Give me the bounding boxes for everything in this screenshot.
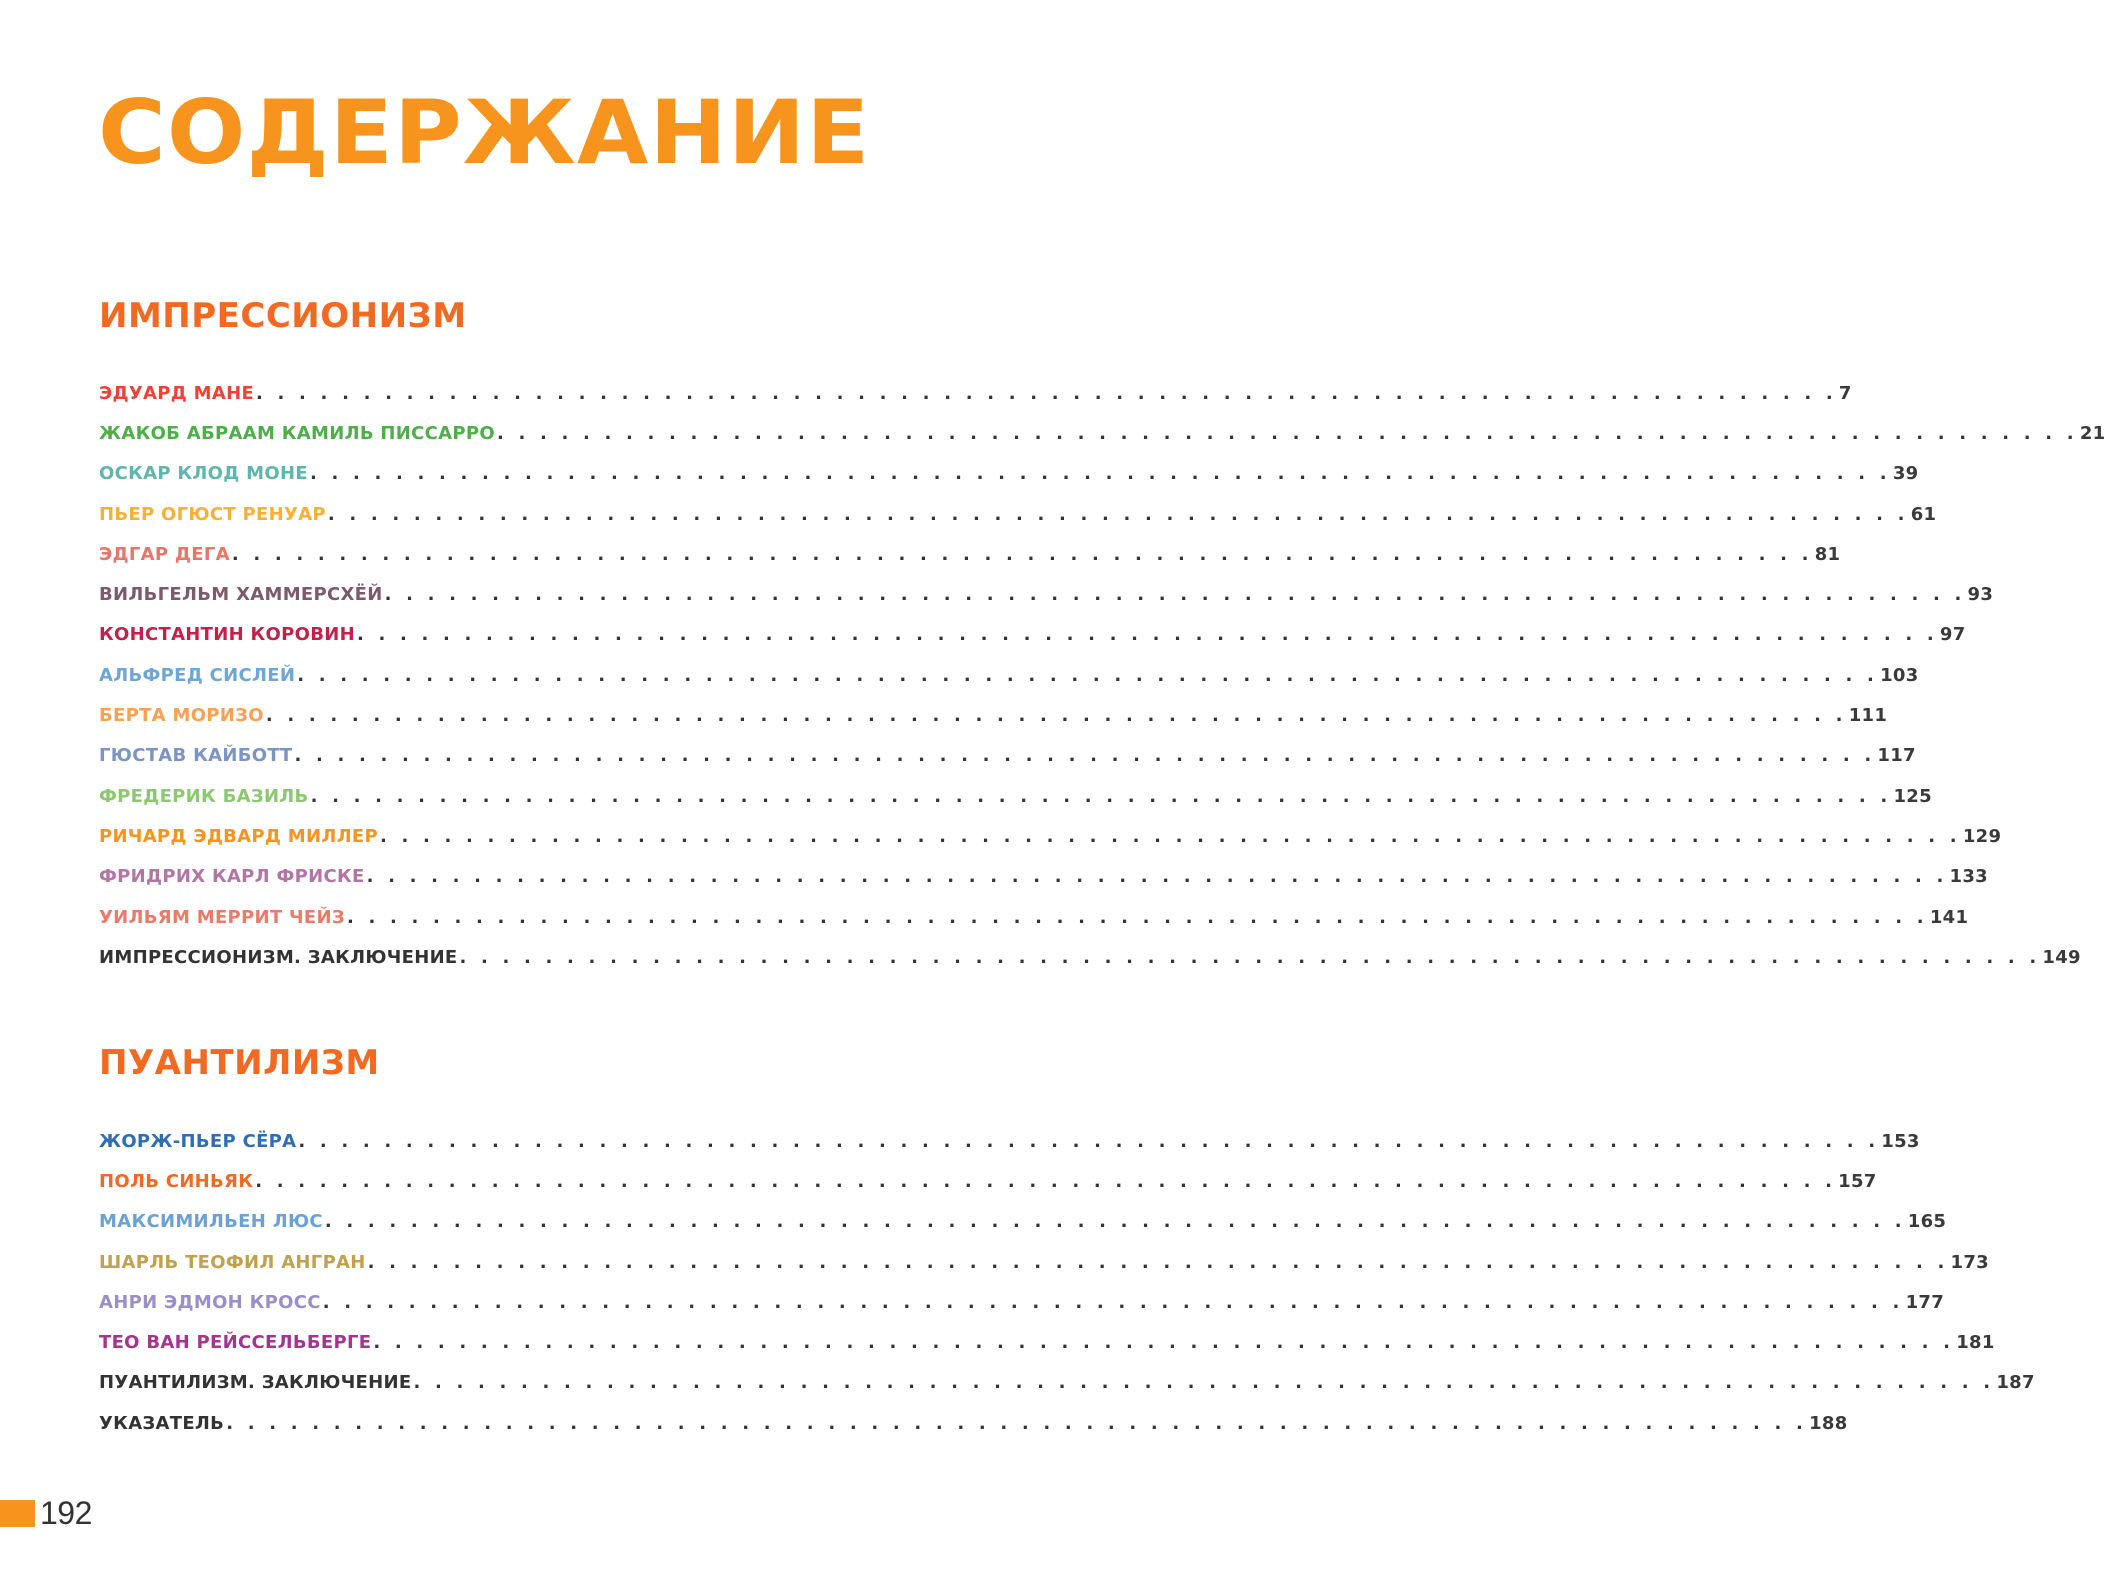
toc-entry-page: 7 [1838, 382, 1852, 404]
toc-entry[interactable] [99, 1322, 1995, 1362]
dot-leader: . . . . . . . . . . . . . . . . . . . . . . . . . . . . . . . . . . . . . . . . . . . . . . . . . . . . . . . . . . . . . . . . . . . . . . . . . . [346, 906, 1928, 928]
toc-entry-title: ОСКАР КЛОД МОНЕ [99, 463, 308, 485]
toc-entry-title: ШАРЛЬ ТЕОФИЛ АНГРАН [99, 1251, 366, 1273]
toc-entry[interactable] [99, 776, 1932, 816]
folio-color-bar [0, 1500, 35, 1527]
dot-leader: . . . . . . . . . . . . . . . . . . . . . . . . . . . . . . . . . . . . . . . . . . . . . . . . . . . . . . . . . . . . . . . . . . . . . . . . . . [256, 382, 1837, 404]
toc-entry-title: АНРИ ЭДМОН КРОСС [99, 1291, 321, 1313]
dot-leader: . . . . . . . . . . . . . . . . . . . . . . . . . . . . . . . . . . . . . . . . . . . . . . . . . . . . . . . . . . . . . . . . . . . . . . . . . . [310, 785, 1892, 807]
dot-leader: . . . . . . . . . . . . . . . . . . . . . . . . . . . . . . . . . . . . . . . . . . . . . . . . . . . . . . . . . . . . . . . . . . . . . . . . . . [496, 422, 2078, 444]
toc-entry-page: 173 [1950, 1251, 1990, 1273]
dot-leader: . . . . . . . . . . . . . . . . . . . . . . . . . . . . . . . . . . . . . . . . . . . . . . . . . . . . . . . . . . . . . . . . . . . . . . . . . . [322, 1291, 1904, 1313]
toc-entry[interactable] [99, 1202, 1947, 1242]
toc-entry-page: 187 [1996, 1372, 2035, 1394]
toc-entry-title: УИЛЬЯМ МЕРРИТ ЧЕЙЗ [99, 906, 345, 928]
page-number: 192 [40, 1494, 92, 1531]
dot-leader: . . . . . . . . . . . . . . . . . . . . . . . . . . . . . . . . . . . . . . . . . . . . . . . . . . . . . . . . . . . . . . . . . . . . . . . . . . [373, 1332, 1955, 1354]
dot-leader: . . . . . . . . . . . . . . . . . . . . . . . . . . . . . . . . . . . . . . . . . . . . . . . . . . . . . . . . . . . . . . . . . . . . . . . . . . [255, 1170, 1837, 1192]
section-heading-pointillism: ПУАНТИЛИЗМ [99, 1043, 380, 1083]
page-footer [0, 1494, 92, 1531]
toc-entry[interactable] [99, 1161, 1877, 1201]
dot-leader: . . . . . . . . . . . . . . . . . . . . . . . . . . . . . . . . . . . . . . . . . . . . . . . . . . . . . . . . . . . . . . . . . . . . . . . . . . [384, 584, 1966, 606]
toc-entry-title: ИМПРЕССИОНИЗМ. ЗАКЛЮЧЕНИЕ [99, 946, 458, 968]
toc-entry-page: 81 [1814, 543, 1841, 565]
toc-entry[interactable] [99, 534, 1841, 574]
toc-entry-page: 117 [1877, 745, 1916, 767]
toc-entry-title: ПОЛЬ СИНЬЯК [99, 1170, 254, 1192]
toc-entry-page: 103 [1880, 664, 1919, 686]
dot-leader: . . . . . . . . . . . . . . . . . . . . . . . . . . . . . . . . . . . . . . . . . . . . . . . . . . . . . . . . . . . . . . . . . . . . . . . . . . [327, 503, 1909, 525]
dot-leader: . . . . . . . . . . . . . . . . . . . . . . . . . . . . . . . . . . . . . . . . . . . . . . . . . . . . . . . . . . . . . . . . . . . . . . . . . . [379, 825, 1961, 847]
toc-entry-page: 181 [1956, 1332, 1995, 1354]
toc-entry[interactable] [99, 816, 2002, 856]
toc-entry[interactable] [99, 1282, 1945, 1322]
toc-entry-page: 21 [2079, 422, 2106, 444]
page-title: СОДЕРЖАНИЕ [98, 81, 871, 184]
dot-leader: . . . . . . . . . . . . . . . . . . . . . . . . . . . . . . . . . . . . . . . . . . . . . . . . . . . . . . . . . . . . . . . . . . . . . . . . . . [459, 946, 2041, 968]
toc-entry-page: 39 [1892, 463, 1919, 485]
dot-leader: . . . . . . . . . . . . . . . . . . . . . . . . . . . . . . . . . . . . . . . . . . . . . . . . . . . . . . . . . . . . . . . . . . . . . . . . . . [265, 705, 1847, 727]
toc-entry[interactable] [99, 413, 2106, 453]
toc-entry-page: 157 [1838, 1170, 1877, 1192]
toc-entry[interactable] [99, 1403, 1848, 1443]
dot-leader: . . . . . . . . . . . . . . . . . . . . . . . . . . . . . . . . . . . . . . . . . . . . . . . . . . . . . . . . . . . . . . . . . . . . . . . . . . [226, 1412, 1808, 1434]
toc-entry[interactable] [99, 574, 1994, 614]
toc-entry-title: ФРИДРИХ КАРЛ ФРИСКЕ [99, 866, 365, 888]
toc-entry[interactable] [99, 857, 1988, 897]
dot-leader: . . . . . . . . . . . . . . . . . . . . . . . . . . . . . . . . . . . . . . . . . . . . . . . . . . . . . . . . . . . . . . . . . . . . . . . . . . [413, 1372, 1995, 1394]
toc-entry-title: АЛЬФРЕД СИСЛЕЙ [99, 664, 296, 686]
toc-entry-page: 153 [1881, 1130, 1920, 1152]
toc-entry-title: ГЮСТАВ КАЙБОТТ [99, 745, 293, 767]
toc-entry[interactable] [99, 373, 1852, 413]
section-heading-impressionism: ИМПРЕССИОНИЗМ [99, 296, 467, 336]
toc-entry-title: ЖОРЖ-ПЬЕР СЁРА [99, 1130, 297, 1152]
toc-entry-page: 111 [1848, 705, 1888, 727]
toc-entry[interactable] [99, 1242, 1990, 1282]
toc-entry-page: 93 [1967, 584, 1994, 606]
toc-entry-page: 129 [1962, 825, 2002, 847]
toc-entry-page: 177 [1905, 1291, 1945, 1313]
toc-entry[interactable] [99, 695, 1888, 735]
dot-leader: . . . . . . . . . . . . . . . . . . . . . . . . . . . . . . . . . . . . . . . . . . . . . . . . . . . . . . . . . . . . . . . . . . . . . . . . . . [297, 664, 1879, 686]
toc-entry-title: РИЧАРД ЭДВАРД МИЛЛЕР [99, 825, 378, 847]
toc-entry-page: 188 [1809, 1412, 1848, 1434]
toc-entry[interactable] [99, 897, 1969, 937]
toc-entry-title: ЭДУАРД МАНЕ [99, 382, 255, 404]
toc-entry-page: 149 [2042, 946, 2081, 968]
toc-entry[interactable] [99, 937, 2081, 977]
toc-entry[interactable] [99, 736, 1916, 776]
toc-entry-page: 141 [1929, 906, 1969, 928]
toc-entry-title: ТЕО ВАН РЕЙССЕЛЬБЕРГЕ [99, 1332, 372, 1354]
toc-entry-title: ЖАКОБ АБРААМ КАМИЛЬ ПИССАРРО [99, 422, 495, 444]
dot-leader: . . . . . . . . . . . . . . . . . . . . . . . . . . . . . . . . . . . . . . . . . . . . . . . . . . . . . . . . . . . . . . . . . . . . . . . . . . [357, 624, 1938, 646]
toc-list-pointillism [99, 1121, 2035, 1443]
toc-entry-title: ВИЛЬГЕЛЬМ ХАММЕРСХЁЙ [99, 584, 383, 606]
toc-entry[interactable] [99, 655, 1919, 695]
toc-entry-title: ПЬЕР ОГЮСТ РЕНУАР [99, 503, 326, 525]
toc-list-impressionism [99, 373, 2106, 977]
dot-leader: . . . . . . . . . . . . . . . . . . . . . . . . . . . . . . . . . . . . . . . . . . . . . . . . . . . . . . . . . . . . . . . . . . . . . . . . . . [366, 866, 1948, 888]
toc-entry-page: 61 [1910, 503, 1937, 525]
toc-entry-title: КОНСТАНТИН КОРОВИН [99, 624, 355, 646]
dot-leader: . . . . . . . . . . . . . . . . . . . . . . . . . . . . . . . . . . . . . . . . . . . . . . . . . . . . . . . . . . . . . . . . . . . . . . . . . . [324, 1211, 1906, 1233]
toc-entry[interactable] [99, 615, 1966, 655]
toc-entry-page: 165 [1907, 1211, 1947, 1233]
toc-entry-title: ФРЕДЕРИК БАЗИЛЬ [99, 785, 309, 807]
toc-entry[interactable] [99, 454, 1919, 494]
dot-leader: . . . . . . . . . . . . . . . . . . . . . . . . . . . . . . . . . . . . . . . . . . . . . . . . . . . . . . . . . . . . . . . . . . . . . . . . . . [298, 1130, 1880, 1152]
toc-entry-title: ЭДГАР ДЕГА [99, 543, 230, 565]
dot-leader: . . . . . . . . . . . . . . . . . . . . . . . . . . . . . . . . . . . . . . . . . . . . . . . . . . . . . . . . . . . . . . . . . . . . . . . . . . [367, 1251, 1949, 1273]
toc-entry-title: МАКСИМИЛЬЕН ЛЮС [99, 1211, 323, 1233]
toc-entry-page: 133 [1949, 866, 1988, 888]
toc-entry[interactable] [99, 1121, 1920, 1161]
toc-entry-title: ПУАНТИЛИЗМ. ЗАКЛЮЧЕНИЕ [99, 1372, 412, 1394]
toc-entry-title: УКАЗАТЕЛЬ [99, 1412, 225, 1434]
dot-leader: . . . . . . . . . . . . . . . . . . . . . . . . . . . . . . . . . . . . . . . . . . . . . . . . . . . . . . . . . . . . . . . . . . . . . . . . . . [294, 745, 1876, 767]
dot-leader: . . . . . . . . . . . . . . . . . . . . . . . . . . . . . . . . . . . . . . . . . . . . . . . . . . . . . . . . . . . . . . . . . . . . . . . . . . [231, 543, 1813, 565]
toc-entry[interactable] [99, 1363, 2035, 1403]
dot-leader: . . . . . . . . . . . . . . . . . . . . . . . . . . . . . . . . . . . . . . . . . . . . . . . . . . . . . . . . . . . . . . . . . . . . . . . . . . [309, 463, 1891, 485]
toc-entry-page: 125 [1893, 785, 1932, 807]
toc-entry-page: 97 [1939, 624, 1966, 646]
toc-entry-title: БЕРТА МОРИЗО [99, 705, 264, 727]
toc-entry[interactable] [99, 494, 1937, 534]
